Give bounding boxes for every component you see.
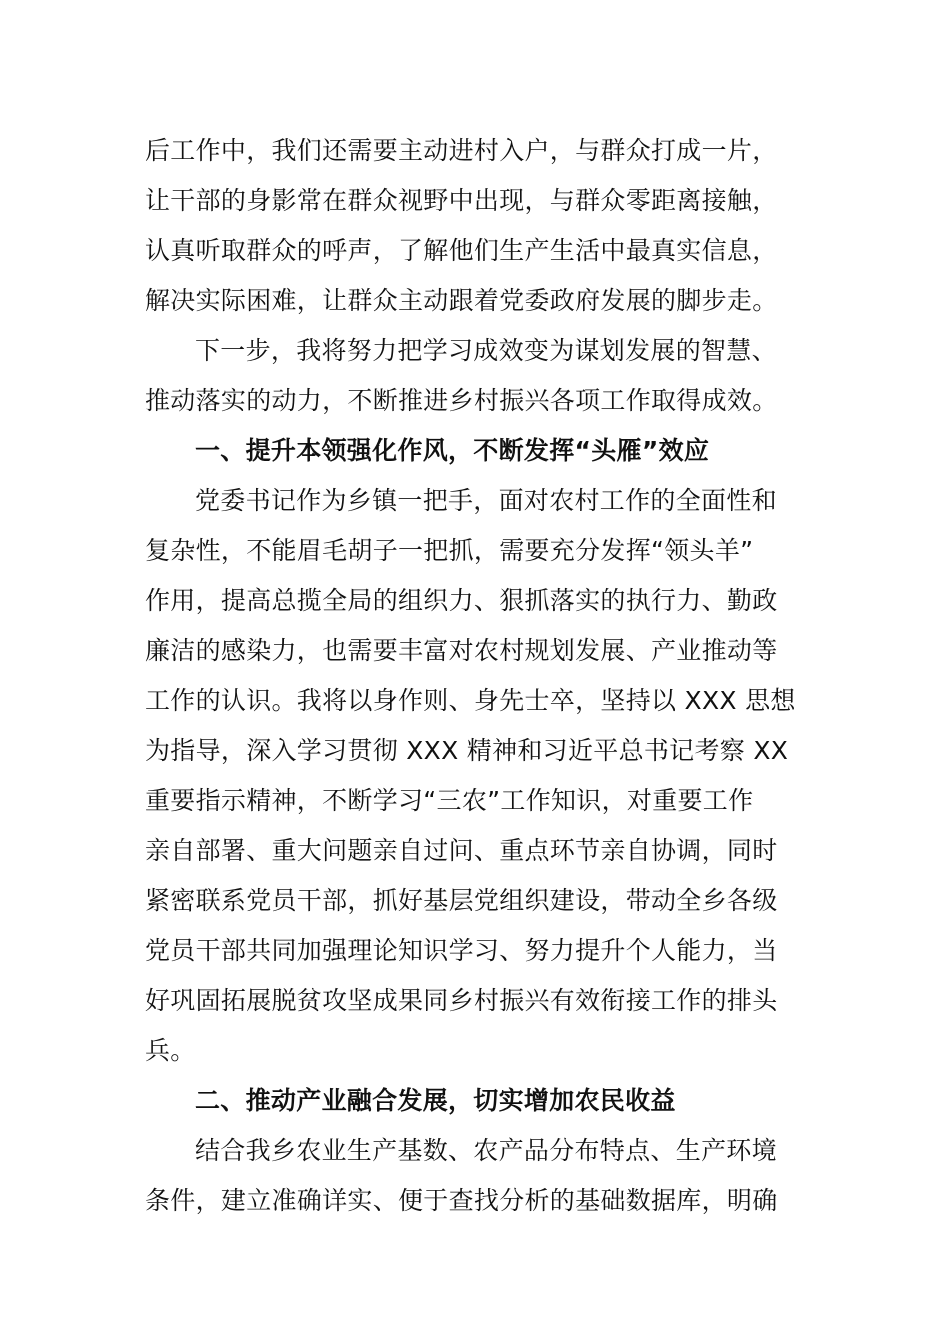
body-text-line: 党委书记作为乡镇一把手，面对农村工作的全面性和 <box>195 486 777 515</box>
body-text-line: 下一步，我将努力把学习成效变为谋划发展的智慧、 <box>195 336 777 365</box>
section-heading-2: 二、推动产业融合发展，切实增加农民收益 <box>195 1086 676 1115</box>
body-text-line: 复杂性，不能眉毛胡子一把抓，需要充分发挥“领头羊” <box>145 536 754 565</box>
section-heading-1: 一、提升本领强化作风，不断发挥“头雁”效应 <box>195 436 710 465</box>
body-text-line: 解决实际困难，让群众主动跟着党委政府发展的脚步走。 <box>145 286 778 315</box>
body-text-line: 亲自部署、重大问题亲自过问、重点环节亲自协调，同时 <box>145 836 778 865</box>
body-text-line: 条件，建立准确详实、便于查找分析的基础数据库，明确 <box>145 1186 778 1215</box>
body-text-line: 兵。 <box>145 1036 196 1065</box>
body-text-line: 认真听取群众的呼声，了解他们生产生活中最真实信息， <box>145 236 778 265</box>
body-text-line: 工作的认识。我将以身作则、身先士卒，坚持以 XXX 思想 <box>145 686 796 715</box>
body-text-line: 党员干部共同加强理论知识学习、努力提升个人能力，当 <box>145 936 778 965</box>
body-text-line: 为指导，深入学习贯彻 XXX 精神和习近平总书记考察 XX <box>145 736 789 765</box>
body-text-line: 作用，提高总揽全局的组织力、狠抓落实的执行力、勤政 <box>145 586 778 615</box>
body-text-line: 好巩固拓展脱贫攻坚成果同乡村振兴有效衔接工作的排头 <box>145 986 778 1015</box>
body-text-line: 重要指示精神，不断学习“三农”工作知识，对重要工作 <box>145 786 754 815</box>
body-text-line: 廉洁的感染力，也需要丰富对农村规划发展、产业推动等 <box>145 636 778 665</box>
body-text-line: 紧密联系党员干部，抓好基层党组织建设，带动全乡各级 <box>145 886 778 915</box>
body-text-line: 让干部的身影常在群众视野中出现，与群众零距离接触， <box>145 186 778 215</box>
body-text-line: 推动落实的动力，不断推进乡村振兴各项工作取得成效。 <box>145 386 778 415</box>
body-text-line: 后工作中，我们还需要主动进村入户，与群众打成一片， <box>145 136 778 165</box>
body-text-line: 结合我乡农业生产基数、农产品分布特点、生产环境 <box>195 1136 777 1165</box>
